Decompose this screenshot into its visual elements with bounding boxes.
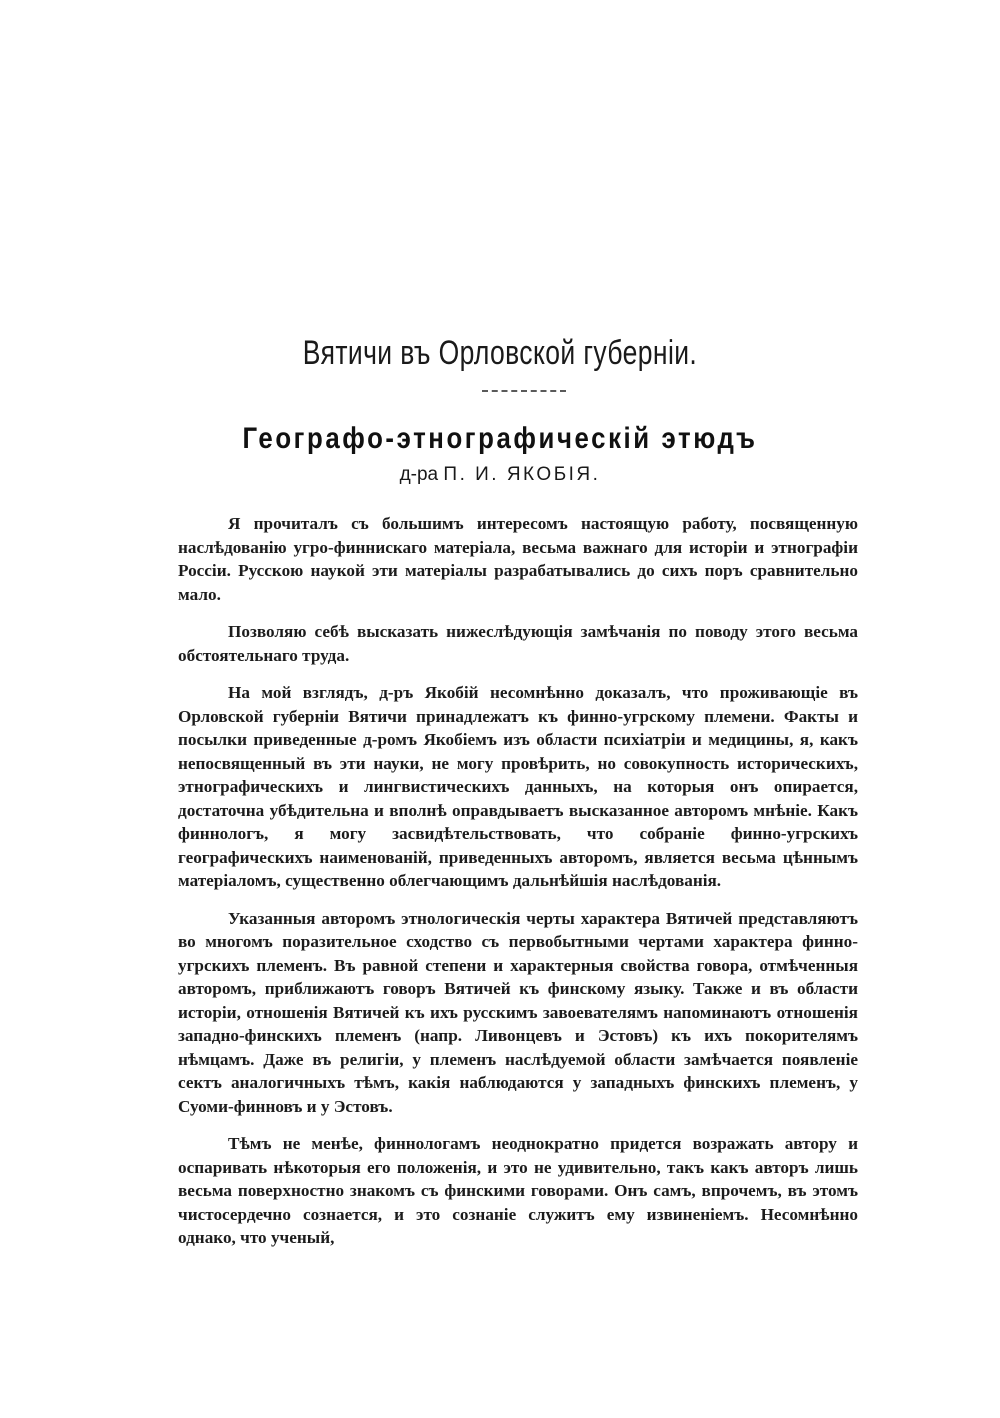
document-title: Вятичи въ Орловской губерніи. (302, 334, 698, 372)
paragraph-3: На мой взглядъ, д-ръ Якобій несомнѣнно доказалъ, что проживающіе въ Орловской губерніи Вятичи принадлежатъ къ финно-угрскому племени. Факты и посылки приведенные д-ромъ Якобіемъ изъ области психіатріи и медицины, я, какъ непосвященный въ эти науки, не могу провѣрить, но совокупность историческихъ, этнографическихъ и лингвистическихъ данныхъ, на которыя онъ опирается, достаточна убѣдительна и вполнѣ оправдываетъ высказанное авторомъ мнѣніе. Какъ финнологъ, я могу засвидѣтельствовать, что собраніе финно-угрскихъ географическихъ наименованій, приведенныхъ авторомъ, является весьма цѣннымъ матеріаломъ, существенно облегчающимъ дальнѣйшія наслѣдованія. (178, 683, 858, 890)
author-line (0, 464, 1000, 486)
author-prefix: д-ра (399, 464, 439, 485)
paragraph-4: Указанныя авторомъ этнологическія черты характера Вятичей представляютъ во многомъ поразительное сходство съ первобытными чертами характера финно-угрскихъ племенъ. Въ равной степени и характерныя свойства говора, отмѣченныя авторомъ, приближаютъ говоръ Вятичей къ финскому языку. Также и въ области исторіи, отношенія Вятичей къ ихъ русскимъ завоевателямъ напоминаютъ отношенія западно-финскихъ племенъ (напр. Ливонцевъ и Эстовъ) къ ихъ покорителямъ нѣмцамъ. Даже въ религіи, у племенъ наслѣдуемой области замѣчается появленіе сектъ аналогичныхъ тѣмъ, какія наблюдаются у западныхъ финскихъ племенъ, у Суоми-финновъ и у Эстовъ. (178, 908, 858, 1116)
paragraph-5: Тѣмъ не менѣе, финнологамъ неоднократно придется возражать автору и оспаривать нѣкоторыя его положенія, и это не удивительно, такъ какъ авторъ лишь весьма поверхностно знакомъ съ финскими говорами. Онъ самъ, впрочемъ, въ этомъ чистосердечно сознается, и это сознаніе служитъ ему извиненіемъ. Несомнѣнно однако, что ученый, (178, 1134, 858, 1247)
paragraph-1: Я прочиталъ съ большимъ интересомъ настоящую работу, посвященную наслѣдованію угро-финнискаго матеріала, весьма важнаго для исторіи и этнографіи Россіи. Русскою наукой эти матеріалы разрабатывались до сихъ поръ сравнительно мало. (178, 514, 858, 604)
title-divider (482, 390, 566, 392)
author-name: П. И. ЯКОБІЯ. (443, 464, 601, 485)
paragraph-2: Позволяю себѣ высказать нижеслѣдующія замѣчанія по поводу этого весьма обстоятельнаго труда. (178, 622, 858, 665)
document-body (178, 512, 858, 1264)
document-subtitle: Географо-этнографическій этюдъ (242, 422, 758, 455)
